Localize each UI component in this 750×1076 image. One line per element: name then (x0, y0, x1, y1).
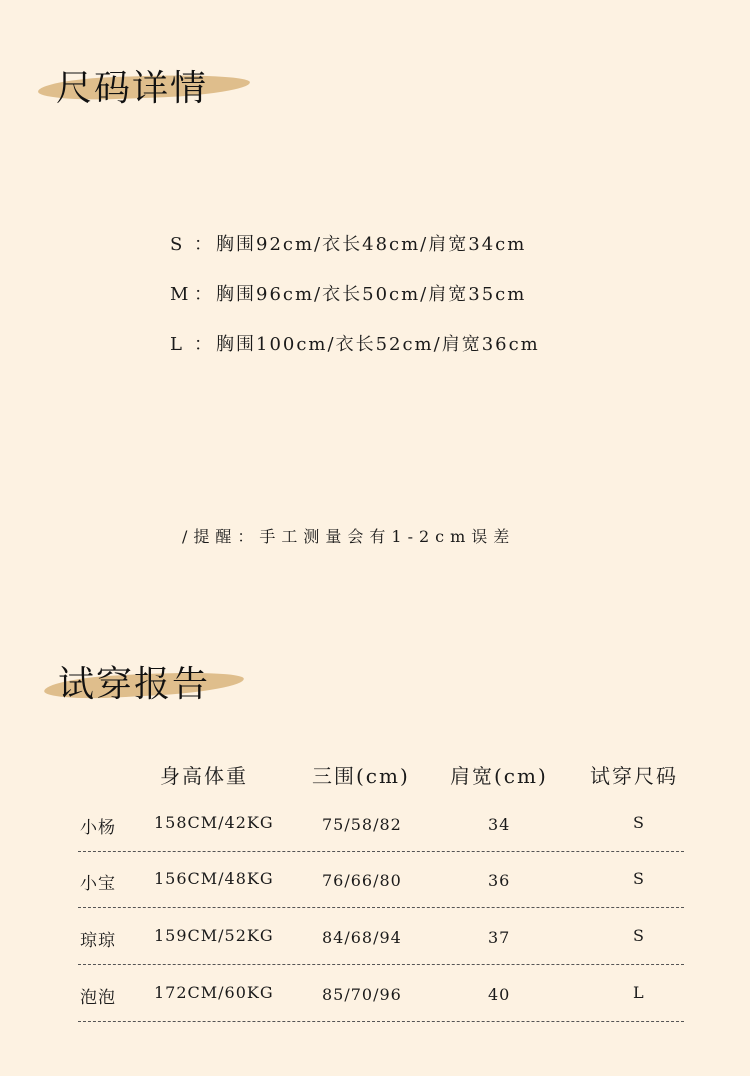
height-weight-value: 158CM/42KG (154, 813, 274, 832)
tester-name: 小宝 (80, 874, 116, 894)
header-measurements: 三围(cm) (312, 764, 410, 788)
measurements-value: 85/70/96 (322, 985, 402, 1004)
size-detail: 胸围96cm/衣长50cm/肩宽35cm (216, 284, 527, 305)
measurements-value: 75/58/82 (322, 815, 402, 834)
tester-name: 琼琼 (80, 931, 116, 951)
measurements-value: 76/66/80 (322, 871, 402, 890)
table-row (78, 795, 684, 852)
shoulder-value: 34 (488, 815, 511, 834)
size-line-s (170, 230, 526, 256)
size-code: M (170, 284, 191, 305)
size-colon: ： (194, 334, 214, 355)
tester-name: 小杨 (80, 818, 116, 838)
table-row (78, 908, 684, 965)
header-fit-size: 试穿尺码 (590, 764, 678, 788)
size-detail: 胸围100cm/衣长52cm/肩宽36cm (216, 334, 540, 355)
header-height-weight: 身高体重 (160, 764, 248, 788)
fit-size-value: S (633, 926, 645, 945)
table-row (78, 965, 684, 1022)
fit-size-value: L (633, 983, 645, 1002)
height-weight-value: 159CM/52KG (154, 926, 274, 945)
size-colon: ： (194, 234, 214, 255)
header-shoulder: 肩宽(cm) (450, 764, 548, 788)
size-line-m (170, 280, 526, 306)
size-code: L (170, 334, 184, 355)
shoulder-value: 36 (488, 871, 511, 890)
height-weight-value: 172CM/60KG (154, 983, 274, 1002)
fit-size-value: S (633, 813, 645, 832)
size-line-l (170, 330, 540, 356)
shoulder-value: 37 (488, 928, 511, 947)
size-detail: 胸围92cm/衣长48cm/肩宽34cm (216, 234, 527, 255)
tester-name: 泡泡 (80, 988, 116, 1008)
size-details-title: 尺码详情 (56, 60, 208, 111)
fit-size-value: S (633, 869, 645, 888)
shoulder-value: 40 (488, 985, 511, 1004)
height-weight-value: 156CM/48KG (154, 869, 274, 888)
measurement-note: /提醒：手工测量会有1-2cm误差 (182, 527, 516, 546)
size-code: S (170, 234, 185, 255)
measurements-value: 84/68/94 (322, 928, 402, 947)
size-colon: ： (194, 284, 214, 305)
try-on-report-title: 试穿报告 (58, 656, 210, 707)
table-row (78, 851, 684, 908)
